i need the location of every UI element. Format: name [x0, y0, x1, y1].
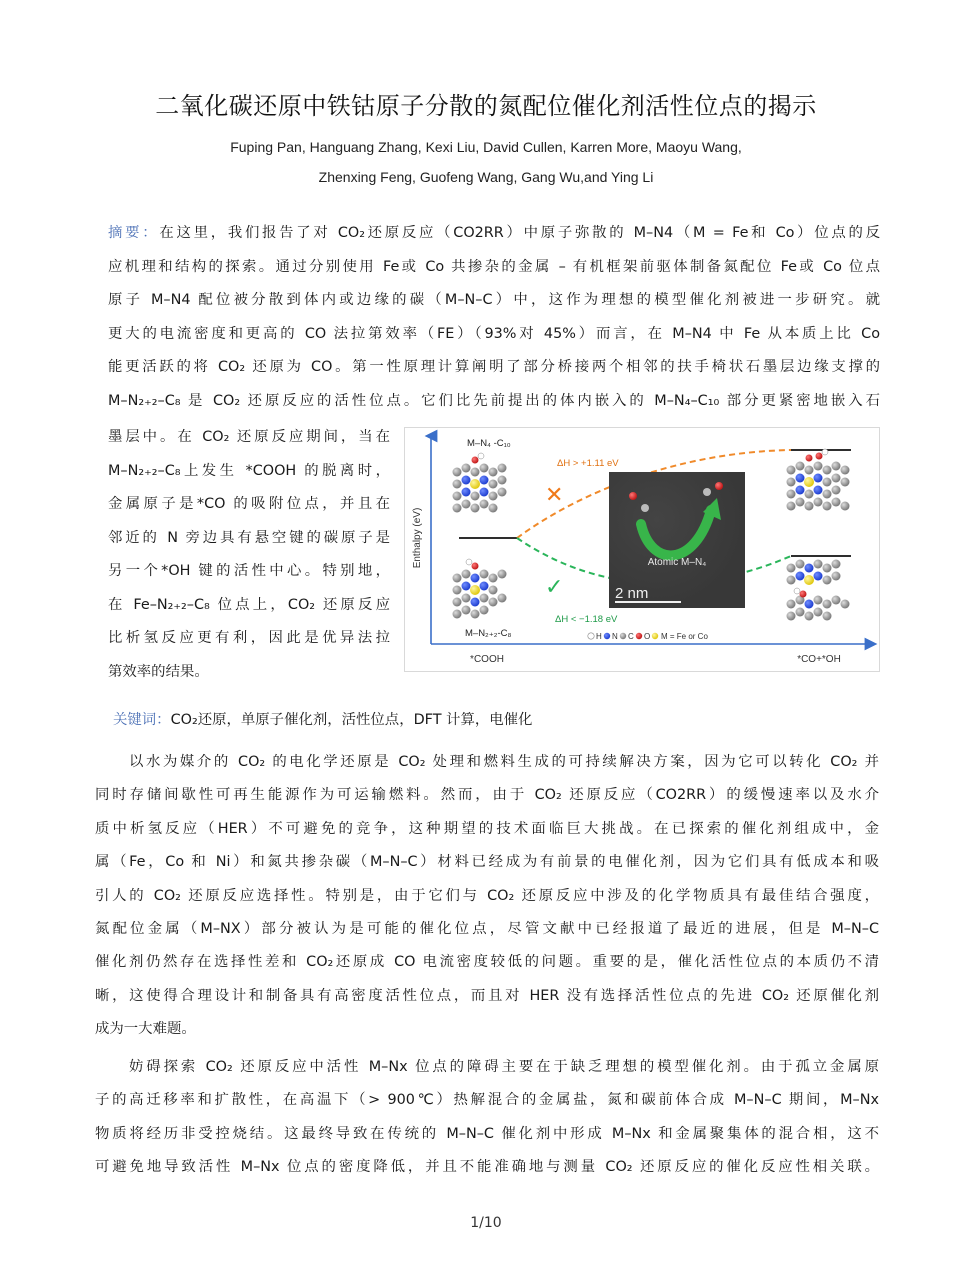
scale-bar-label: 2 nm [615, 585, 649, 602]
paragraph-line: 质中析氢反应（HER）不可避免的竞争，这种期望的技术面临巨大挑战。在已探索的催化剂组成中，金 [95, 820, 879, 837]
molecule-top-right [787, 449, 850, 511]
abstract-line: 另一个*OH 键的活性中心。特别地， [108, 563, 390, 579]
stem-image [609, 472, 745, 608]
abstract-line: 更大的电流密度和更高的 CO 法拉第效率（FE）（93%对 45%）而言，在 M–N4 中 Fe 从本质上比 Co [108, 325, 880, 342]
paragraph-line: 催化剂仍然存在选择性差和 CO₂还原成 CO 电流密度较低的问题。重要的是，催化活性位点的本质仍不清 [95, 954, 879, 971]
check-icon: ✓ [545, 575, 564, 600]
abstract-label: 摘要： [108, 225, 160, 241]
abstract-line: 邻近的 N 旁边具有悬空键的碳原子是 [108, 529, 390, 546]
svg-text:N: N [612, 632, 618, 641]
paragraph-line: 以水为媒介的 CO₂ 的电化学还原是 CO₂ 处理和燃料生成的可持续解决方案，因为它可以转化 CO₂ 并 [129, 754, 879, 770]
paragraph-line: 氮配位金属（M–NX）部分被认为是可能的催化位点，尽管文献中已经报道了最近的进展，但是 M–N–C [95, 920, 879, 937]
keywords-text: CO₂还原，单原子催化剂，活性位点，DFT 计算，电催化 [170, 712, 533, 728]
paper-title: 二氧化碳还原中铁钴原子分散的氮配位催化剂活性位点的揭示 [155, 92, 817, 120]
authors-line-2: Zhenxing Feng, Guofeng Wang, Gang Wu,and Ying Li [318, 169, 654, 185]
abstract [108, 217, 880, 418]
paragraph-line: 同时存储间歇性可再生能源作为可运输燃料。然而，由于 CO₂ 还原反应（CO2RR）的缓慢速率以及水介 [95, 787, 879, 804]
figure-svg [405, 428, 879, 671]
svg-text:O: O [644, 632, 651, 641]
paragraph-line: 可避免地导致活性 M–Nx 位点的密度降低，并且不能准确地与测量 CO₂ 还原反应的催化反应性相关联。 [95, 1159, 879, 1176]
abstract-line: 应机理和结构的探索。通过分别使用 Fe或 Co 共掺杂的金属 – 有机框架前驱体制备氮配位 Fe或 Co 位点 [108, 258, 880, 275]
paragraph-line: 子的高迁移率和扩散性，在高温下（> 900℃）热解混合的金属盐，氮和碳前体合成 M–N–C 期间，M–Nx [95, 1092, 879, 1109]
paragraph-line: 属（Fe，Co 和 Ni）和氮共掺杂碳（M–N–C）材料已经成为有前景的电催化剂，因为它们具有低成本和吸 [95, 854, 879, 871]
paragraph-line: 成为一大难题。 [95, 1021, 196, 1038]
abstract-line: 墨层中。在 CO₂ 还原反应期间，当在 [108, 429, 390, 445]
abstract-line: 原子 M–N4 配位被分散到体内或边缘的碳（M–N–C）中，这作为理想的模型催化剂被进一步研究。就 [108, 292, 880, 308]
molecule-top-left [453, 453, 507, 513]
keywords [113, 708, 532, 729]
paragraph-1 [95, 746, 879, 1047]
abstract-line: M–N₂₊₂–C₈上发生 *COOH 的脱离时， [108, 462, 390, 479]
paragraph-line: 物质将经历非受控烧结。这最终导致在传统的 M–N–C 催化剂中形成 M–Nx 和金属聚集体的混合相，这不 [95, 1125, 879, 1142]
abstract-line: 比析氢反应更有利，因此是优异法拉 [108, 630, 390, 646]
abstract-line: 摘要：在这里，我们报告了对 CO₂还原反应（CO2RR）中原子弥散的 M–N4（M = Fe和 Co）位点的反 [108, 225, 880, 241]
x-label-left: *COOH [470, 654, 504, 665]
label-m-n4-c10: M–N₄ -C₁₀ [467, 438, 511, 449]
abstract-wrapped [108, 420, 390, 688]
label-m-n22-c8: M–N₂₊₂-C₈ [465, 628, 512, 639]
molecule-bottom-left [453, 559, 507, 619]
center-label: Atomic M–N₄ [647, 557, 707, 568]
upper-delta-h: ΔH > +1.11 eV [557, 458, 619, 469]
y-axis-label: Enthalpy (eV) [412, 507, 423, 569]
abstract-line: M–N₂₊₂–C₈ 是 CO₂ 还原反应的活性位点。它们比先前提出的体内嵌入的 M–N₄–C₁₀ 部分更紧密地嵌入石 [108, 392, 880, 409]
x-label-right: *CO+*OH [797, 654, 841, 665]
keywords-label: 关键词： [113, 712, 171, 728]
molecule-bottom-right [787, 560, 850, 621]
abstract-line: 在 Fe–N₂₊₂–C₈ 位点上，CO₂ 还原反应 [108, 596, 390, 613]
atom-legend [588, 632, 709, 641]
svg-text:H: H [596, 632, 602, 641]
abstract-line: 金属原子是*CO 的吸附位点，并且在 [108, 496, 390, 512]
paragraph-line: 晰，这使得合理设计和制备具有高密度活性位点，而且对 HER 没有选择活性位点的先进 CO₂ 还原催化剂 [95, 987, 879, 1004]
paragraph-line: 引人的 CO₂ 还原反应选择性。特别是，由于它们与 CO₂ 还原反应中涉及的化学物质具有最佳结合强度， [95, 887, 879, 904]
abstract-line: 能更活跃的将 CO₂ 还原为 CO。第一性原理计算阐明了部分桥接两个相邻的扶手椅状石墨层边缘支撑的 [108, 359, 880, 375]
paragraph-line: 妨碍探索 CO₂ 还原反应中活性 M–Nx 位点的障碍主要在于缺乏理想的模型催化剂。由于孤立金属原 [129, 1059, 879, 1075]
svg-text:C: C [628, 632, 634, 641]
paragraph-2 [95, 1051, 879, 1185]
page-number: 1/10 [470, 1215, 502, 1231]
cross-icon: ✕ [545, 483, 564, 508]
abstract-line: 第效率的结果。 [108, 663, 209, 680]
authors-line-1: Fuping Pan, Hanguang Zhang, Kexi Liu, David Cullen, Karren More, Maoyu Wang, [230, 139, 742, 155]
graphical-abstract-figure [404, 427, 880, 672]
lower-delta-h: ΔH < −1.18 eV [555, 614, 618, 625]
svg-text:M = Fe or Co: M = Fe or Co [661, 632, 708, 641]
